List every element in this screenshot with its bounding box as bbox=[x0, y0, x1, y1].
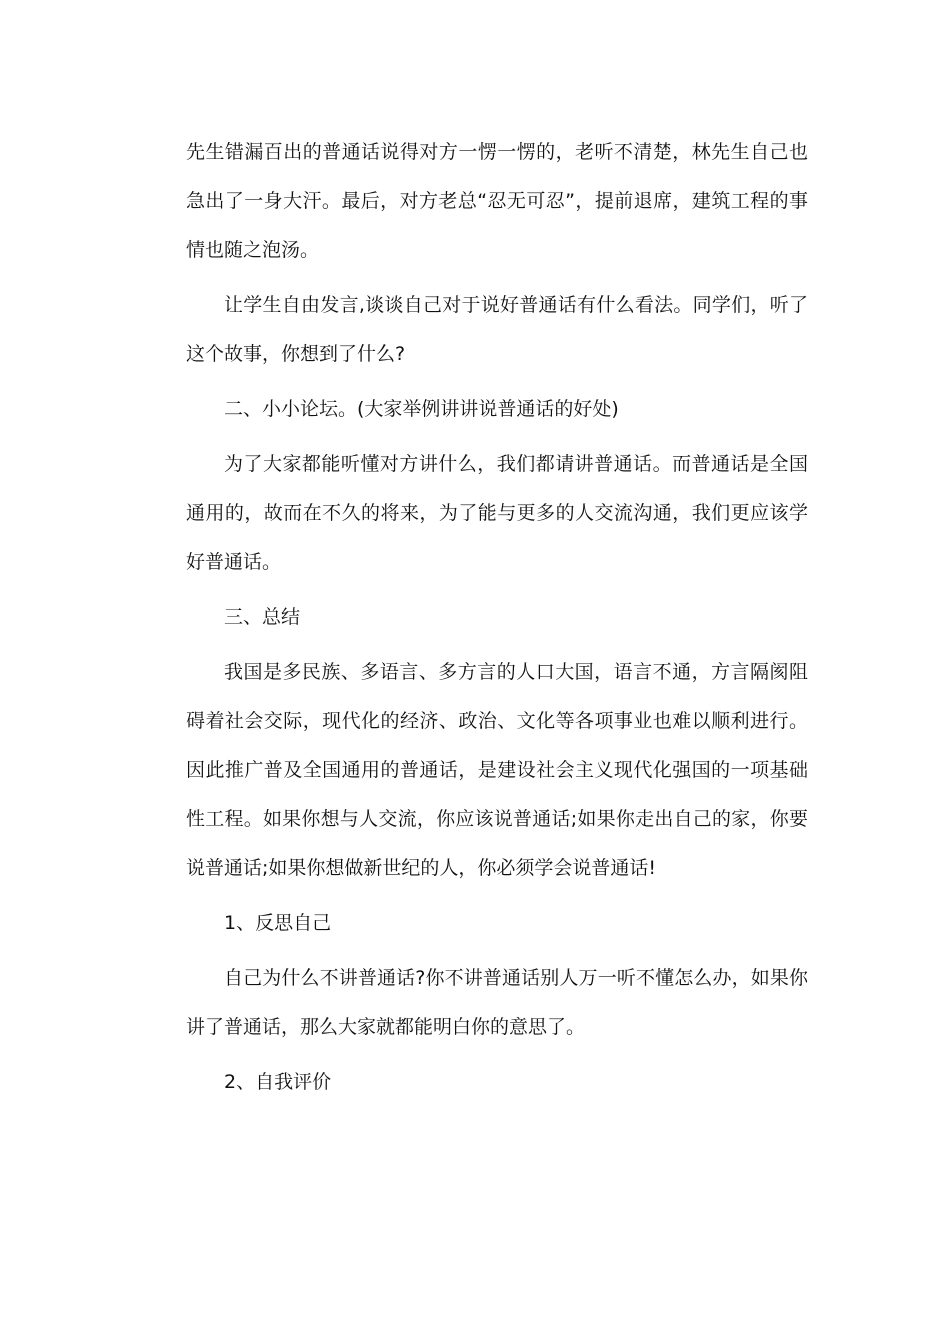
subheading-self-reflection: 1、反思自己 bbox=[224, 912, 332, 934]
paragraph-forum-body: 为了大家都能听懂对方讲什么，我们都请讲普通话。而普通话是全国通用的，故而在不久的将来，为了能与更多的人交流沟通，我们更应该学好普通话。 bbox=[186, 453, 808, 573]
paragraph-story-ending: 先生错漏百出的普通话说得对方一愣一愣的，老听不清楚，林先生自己也急出了一身大汗。最后，对方老总“忍无可忍”，提前退席，建筑工程的事情也随之泡汤。 bbox=[186, 141, 808, 261]
paragraph-summary-body: 我国是多民族、多语言、多方言的人口大国，语言不通，方言隔阂阻碍着社会交际，现代化的经济、政治、文化等各项事业也难以顺利进行。因此推广普及全国通用的普通话，是建设社会主义现代化强国的一项基础性工程。如果你想与人交流，你应该说普通话;如果你走出自己的家，你要说普通话;如果你想做新世纪的人，你必须学会说普通话! bbox=[186, 661, 808, 879]
document-body bbox=[186, 128, 808, 1113]
subheading-self-evaluation: 2、自我评价 bbox=[224, 1071, 332, 1093]
section-heading-summary: 三、总结 bbox=[224, 606, 301, 628]
paragraph-self-reflection-body: 自己为什么不讲普通话?你不讲普通话别人万一听不懂怎么办，如果你讲了普通话，那么大家就都能明白你的意思了。 bbox=[186, 967, 808, 1038]
section-heading-forum: 二、小小论坛。(大家举例讲讲说普通话的好处) bbox=[224, 398, 619, 420]
paragraph-student-discussion: 让学生自由发言,谈谈自己对于说好普通话有什么看法。同学们，听了这个故事，你想到了什么? bbox=[186, 294, 808, 365]
